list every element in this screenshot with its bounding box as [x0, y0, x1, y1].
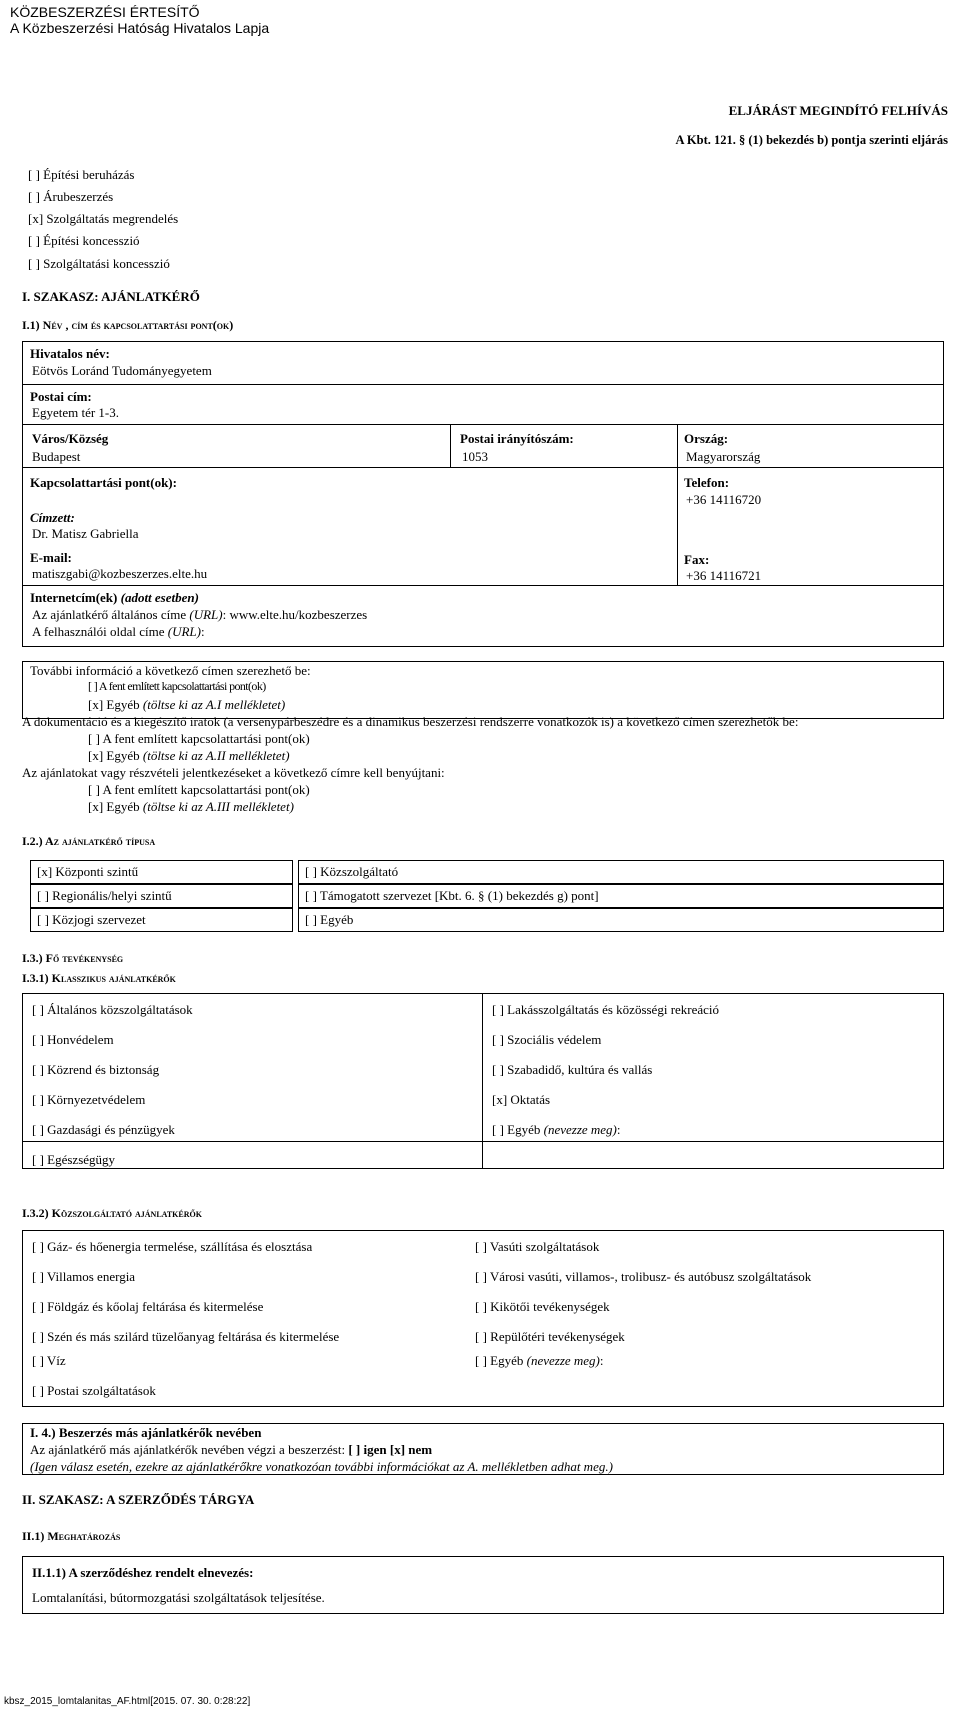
section14-note: (Igen válasz esetén, ezekre az ajánlatkérőkre vonatkozóan további információkat az A. mellékletben adhat meg.) [30, 1459, 613, 1474]
info-line6: [x] Egyéb (töltse ki az A.II mellékletet) [88, 748, 290, 763]
section12-title: I.2.) Az ajánlatkérő típusa [22, 834, 156, 848]
classic-left-5: [ ] Egészségügy [32, 1152, 116, 1167]
section14-title: I. 4.) Beszerzés más ajánlatkérők nevében [30, 1425, 262, 1440]
info-line1: További információ a következő címen szerezhető be: [30, 663, 311, 678]
contract-name-label: II.1.1) A szerződéshez rendelt elnevezés: [32, 1565, 254, 1580]
internet-line: Internetcím(ek) (adott esetben) [30, 590, 199, 605]
utility-left-0: [ ] Gáz- és hőenergia termelése, szállítása és elosztása [32, 1239, 313, 1254]
utility-left-2: [ ] Földgáz és kőolaj feltárása és kitermelése [32, 1299, 264, 1314]
utility-right-1: [ ] Városi vasúti, villamos-, trolibusz- és autóbusz szolgáltatások [475, 1269, 812, 1284]
info-line4: A dokumentáció és a kiegészítő iratok (a versenypárbeszédre és a dinamikus beszerzési rendszerre vonatkozók is) a következő címen szerezhetők be: [22, 714, 799, 729]
info-line2: [ ] A fent említett kapcsolattartási pont(ok) [88, 679, 266, 693]
classic-right-4: [ ] Egyéb (nevezze meg): [492, 1122, 621, 1137]
email: matiszgabi@kozbeszerzes.elte.hu [32, 566, 208, 581]
section2-sub: II.1) Meghatározás [22, 1529, 121, 1543]
section1-sub1: I.1) Név , cím és kapcsolattartási pont(ok) [22, 318, 234, 332]
legal-basis: A Kbt. 121. § (1) bekezdés b) pontja szerinti eljárás [675, 133, 948, 147]
info-line3: [x] Egyéb (töltse ki az A.I mellékletet) [88, 697, 286, 712]
info-line8: [ ] A fent említett kapcsolattartási pont(ok) [88, 782, 310, 797]
fax-label: Fax: [684, 552, 710, 567]
utility-right-4: [ ] Egyéb (nevezze meg): [475, 1353, 604, 1368]
section1-title: I. SZAKASZ: AJÁNLATKÉRŐ [22, 289, 200, 304]
postal-address: Egyetem tér 1-3. [32, 405, 119, 420]
authority-type-right-0: [ ] Közszolgáltató [298, 860, 944, 884]
utility-left-3: [ ] Szén és más szilárd tüzelőanyag feltárása és kitermelése [32, 1329, 340, 1344]
fax: +36 14116721 [686, 568, 762, 583]
info-line9: [x] Egyéb (töltse ki az A.III mellékletet) [88, 799, 294, 814]
buyer-profile-line: A felhasználói oldal címe (URL): [32, 624, 205, 639]
contract-type-4: [ ] Szolgáltatási koncesszió [28, 256, 170, 271]
addressee: Dr. Matisz Gabriella [32, 526, 139, 541]
classic-left-0: [ ] Általános közszolgáltatások [32, 1002, 193, 1017]
utility-left-1: [ ] Villamos energia [32, 1269, 136, 1284]
doc-heading: ELJÁRÁST MEGINDÍTÓ FELHÍVÁS [728, 103, 948, 118]
phone: +36 14116720 [686, 492, 762, 507]
email-label: E-mail: [30, 550, 72, 565]
postcode-label: Postai irányítószám: [460, 431, 574, 446]
info-line5: [ ] A fent említett kapcsolattartási pont(ok) [88, 731, 310, 746]
classic-left-2: [ ] Közrend és biztonság [32, 1062, 160, 1077]
general-url-line: Az ajánlatkérő általános címe (URL): www.elte.hu/kozbeszerzes [32, 607, 368, 622]
classic-left-1: [ ] Honvédelem [32, 1032, 114, 1047]
postal-address-label: Postai cím: [30, 389, 92, 404]
utility-right-0: [ ] Vasúti szolgáltatások [475, 1239, 600, 1254]
city: Budapest [32, 449, 81, 464]
section14-text: Az ajánlatkérő más ajánlatkérők nevében végzi a beszerzést: [ ] igen [x] nem [30, 1442, 433, 1457]
authority-type-right-2: [ ] Egyéb [298, 908, 944, 932]
authority-type-left-0: [x] Központi szintű [30, 860, 293, 884]
bulletin-title: KÖZBESZERZÉSI ÉRTESÍTŐ [10, 4, 200, 20]
contract-type-2: [x] Szolgáltatás megrendelés [28, 211, 179, 226]
postcode: 1053 [462, 449, 488, 464]
bulletin-subtitle: A Közbeszerzési Hatóság Hivatalos Lapja [10, 20, 270, 36]
classic-right-0: [ ] Lakásszolgáltatás és közösségi rekreáció [492, 1002, 720, 1017]
classic-left-4: [ ] Gazdasági és pénzügyek [32, 1122, 175, 1137]
contract-type-3: [ ] Építési koncesszió [28, 233, 140, 248]
phone-label: Telefon: [684, 475, 730, 490]
contact-label: Kapcsolattartási pont(ok): [30, 475, 177, 490]
classic-activities-box [22, 993, 944, 1169]
utility-right-2: [ ] Kikötői tevékenységek [475, 1299, 610, 1314]
section13-sub: I.3.1) Klasszikus ajánlatkérők [22, 971, 176, 985]
section2-title: II. SZAKASZ: A SZERZŐDÉS TÁRGYA [22, 1492, 255, 1507]
classic-right-1: [ ] Szociális védelem [492, 1032, 602, 1047]
section13-title: I.3.) Fő tevékenység [22, 951, 124, 965]
addressee-label: Címzett: [30, 510, 75, 525]
country: Magyarország [686, 449, 761, 464]
classic-right-2: [ ] Szabadidő, kultúra és vallás [492, 1062, 653, 1077]
authority-type-left-1: [ ] Regionális/helyi szintű [30, 884, 293, 908]
authority-type-left-2: [ ] Közjogi szervezet [30, 908, 293, 932]
utility-left-5: [ ] Postai szolgáltatások [32, 1383, 156, 1398]
official-name: Eötvös Loránd Tudományegyetem [32, 363, 212, 378]
city-label: Város/Község [32, 431, 109, 446]
contract-type-1: [ ] Árubeszerzés [28, 189, 114, 204]
utility-activities-box [22, 1230, 944, 1407]
contract-type-0: [ ] Építési beruházás [28, 167, 135, 182]
info-line7: Az ajánlatokat vagy részvételi jelentkezéseket a következő címre kell benyújtani: [22, 765, 445, 780]
utility-right-3: [ ] Repülőtéri tevékenységek [475, 1329, 625, 1344]
utility-left-4: [ ] Víz [32, 1353, 66, 1368]
contract-name: Lomtalanítási, bútormozgatási szolgáltatások teljesítése. [32, 1590, 325, 1605]
classic-right-3: [x] Oktatás [492, 1092, 551, 1107]
official-name-label: Hivatalos név: [30, 346, 110, 361]
country-label: Ország: [684, 431, 729, 446]
authority-type-right-1: [ ] Támogatott szervezet [Kbt. 6. § (1) bekezdés g) pont] [298, 884, 944, 908]
classic-left-3: [ ] Környezetvédelem [32, 1092, 146, 1107]
section132-title: I.3.2) Közszolgáltató ajánlatkérők [22, 1206, 202, 1220]
footer-filename: kbsz_2015_lomtalanitas_AF.html[2015. 07. 30. 0:28:22] [4, 1696, 251, 1707]
